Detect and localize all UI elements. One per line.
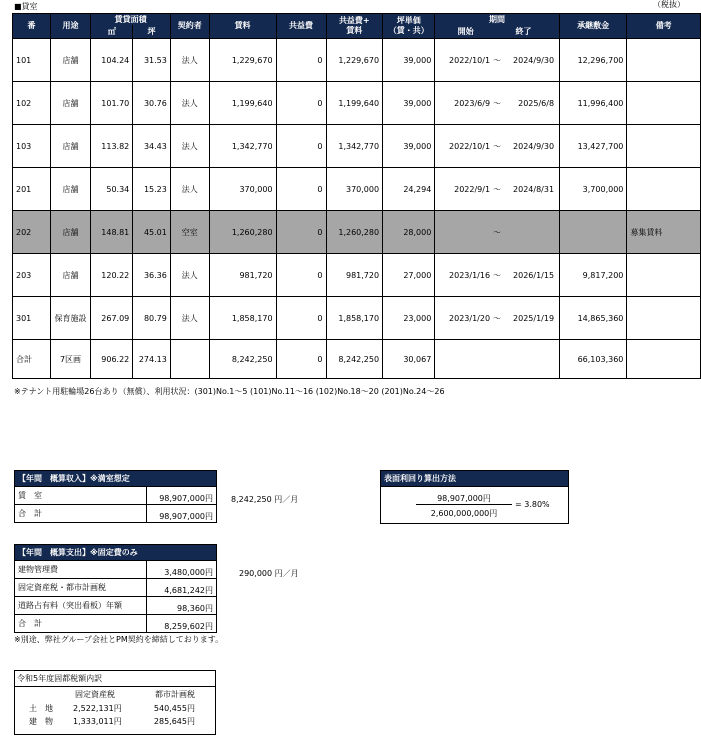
income-total-value: 98,907,000円	[147, 505, 217, 523]
cell-contractor: 法人	[170, 125, 209, 168]
expense-value: 4,681,242円	[147, 579, 217, 597]
cell-no: 201	[13, 168, 51, 211]
cell-tsubo-unit: 23,000	[383, 297, 435, 340]
cell-tsubo: 30.76	[133, 82, 171, 125]
cell-sqm: 148.81	[91, 211, 133, 254]
cell-period	[435, 254, 559, 297]
expense-total-value: 8,259,602円	[147, 615, 217, 633]
total-rent: 8,242,250	[209, 340, 276, 379]
total-use: 7区画	[50, 340, 91, 379]
cell-deposit: 9,817,200	[559, 254, 627, 297]
expense-label: 道路占有料（突出看板）年額	[15, 597, 147, 615]
table-row	[13, 254, 701, 297]
cell-tsubo-unit: 39,000	[383, 82, 435, 125]
cell-contractor: 法人	[170, 39, 209, 82]
header-area: 賃貸面積	[91, 14, 170, 26]
cell-rent: 1,199,640	[209, 82, 276, 125]
table-row	[13, 297, 701, 340]
cell-no: 103	[13, 125, 51, 168]
period-end: 2025/1/19	[513, 313, 555, 323]
cell-tsubo-unit: 39,000	[383, 125, 435, 168]
yield-result: = 3.80%	[515, 500, 550, 509]
total-period	[435, 340, 559, 379]
cell-period	[435, 39, 559, 82]
cell-no: 301	[13, 297, 51, 340]
cell-sqm: 104.24	[91, 39, 133, 82]
tax-row-fixed: 2,522,131円	[73, 704, 122, 713]
expense-value: 98,360円	[147, 597, 217, 615]
cell-deposit: 12,296,700	[559, 39, 627, 82]
cell-period	[435, 168, 559, 211]
cell-contractor: 空室	[170, 211, 209, 254]
cell-no: 101	[13, 39, 51, 82]
cell-common-rent: 370,000	[326, 168, 383, 211]
rent-roll-table	[12, 13, 701, 379]
header-remarks: 備考	[627, 14, 701, 39]
cell-period	[435, 82, 559, 125]
tax-row-label: 建 物	[29, 717, 53, 726]
period-start: 2022/10/1	[449, 141, 491, 151]
cell-remarks	[627, 254, 701, 297]
cell-common: 0	[276, 168, 326, 211]
header-end: 終了	[515, 26, 532, 36]
tax-breakdown-box	[14, 670, 216, 735]
cell-rent: 370,000	[209, 168, 276, 211]
income-monthly: 8,242,250 円／月	[231, 495, 299, 504]
expense-label: 建物管理費	[15, 561, 147, 579]
cell-period	[435, 297, 559, 340]
cell-remarks	[627, 125, 701, 168]
cell-remarks	[627, 39, 701, 82]
tax-row-city: 285,645円	[153, 717, 195, 726]
cell-no: 202	[13, 211, 51, 254]
cell-rent: 1,342,770	[209, 125, 276, 168]
cell-tsubo: 36.36	[133, 254, 171, 297]
total-common-rent: 8,242,250	[326, 340, 383, 379]
period-tilde: ～	[493, 141, 502, 151]
cell-sqm: 101.70	[91, 82, 133, 125]
tax-col-city: 都市計画税	[155, 690, 195, 699]
expense-label: 固定資産税・都市計画税	[15, 579, 147, 597]
period-end: 2024/9/30	[513, 55, 555, 65]
expense-total-label: 合 計	[15, 615, 147, 633]
tax-col-fixed: 固定資産税	[75, 690, 115, 699]
table-row	[13, 211, 701, 254]
total-row	[13, 340, 701, 379]
cell-use: 店舗	[50, 125, 91, 168]
cell-common-rent: 1,229,670	[326, 39, 383, 82]
parking-note: ※テナント用駐輪場26台あり（無償）、利用状況：(301)No.1～5 (101)No.11～16 (102)No.18～20 (201)No.24～26	[14, 387, 445, 396]
tax-row-city: 540,455円	[153, 704, 195, 713]
header-deposit: 承継敷金	[559, 14, 627, 39]
header-sqm: ㎡	[91, 25, 133, 39]
income-table	[14, 486, 217, 523]
cell-deposit: 13,427,700	[559, 125, 627, 168]
cell-rent: 1,229,670	[209, 39, 276, 82]
table-row	[13, 39, 701, 82]
expense-note: ※別途、弊社グループ会社とPM契約を締結しております。	[14, 635, 224, 644]
yield-numerator: 98,907,000円	[416, 494, 512, 505]
header-common: 共益費	[276, 14, 326, 39]
income-total-label: 合 計	[15, 505, 147, 523]
table-row	[13, 82, 701, 125]
header-period: 期間	[435, 14, 559, 26]
header-contractor: 契約者	[170, 14, 209, 39]
cell-common: 0	[276, 39, 326, 82]
cell-remarks	[627, 297, 701, 340]
cell-sqm: 113.82	[91, 125, 133, 168]
cell-tsubo: 15.23	[133, 168, 171, 211]
cell-use: 店舗	[50, 254, 91, 297]
cell-contractor: 法人	[170, 297, 209, 340]
total-contractor	[170, 340, 209, 379]
cell-remarks: 募集賃料	[627, 211, 701, 254]
period-tilde: ～	[493, 227, 502, 237]
cell-common-rent: 1,260,280	[326, 211, 383, 254]
period-end: 2025/6/8	[518, 98, 555, 108]
period-end: 2026/1/15	[513, 270, 555, 280]
cell-contractor: 法人	[170, 168, 209, 211]
period-tilde: ～	[493, 55, 502, 65]
cell-common: 0	[276, 254, 326, 297]
cell-deposit	[559, 211, 627, 254]
yield-header: 表面利回り算出方法	[380, 470, 569, 487]
cell-common-rent: 1,342,770	[326, 125, 383, 168]
total-sqm: 906.22	[91, 340, 133, 379]
cell-rent: 981,720	[209, 254, 276, 297]
tax-row-fixed: 1,333,011円	[73, 717, 122, 726]
period-start: 2023/6/9	[454, 98, 491, 108]
expense-header: 【年間 概算支出】※固定費のみ	[14, 544, 217, 561]
header-rent: 賃料	[209, 14, 276, 39]
cell-tsubo: 45.01	[133, 211, 171, 254]
tax-note: （税抜）	[653, 0, 685, 9]
header-no: 番	[13, 14, 51, 39]
header-start: 開始	[457, 26, 474, 36]
period-start: 2023/1/20	[449, 313, 491, 323]
cell-period	[435, 125, 559, 168]
expense-monthly: 290,000 円／月	[239, 569, 299, 578]
income-label: 賃 室	[15, 487, 147, 505]
cell-sqm: 120.22	[91, 254, 133, 297]
expense-value: 3,480,000円	[147, 561, 217, 579]
cell-deposit: 11,996,400	[559, 82, 627, 125]
cell-period	[435, 211, 559, 254]
tax-row-label: 土 地	[29, 704, 53, 713]
cell-sqm: 267.09	[91, 297, 133, 340]
period-tilde: ～	[493, 313, 502, 323]
total-tsubo-unit: 30,067	[383, 340, 435, 379]
total-label: 合計	[13, 340, 51, 379]
header-tsubo: 坪	[133, 25, 171, 39]
tax-title: 令和5年度固都税額内訳	[17, 674, 103, 683]
cell-use: 店舗	[50, 39, 91, 82]
cell-tsubo-unit: 39,000	[383, 39, 435, 82]
cell-rent: 1,858,170	[209, 297, 276, 340]
table-row	[13, 125, 701, 168]
cell-tsubo: 34.43	[133, 125, 171, 168]
total-tsubo: 274.13	[133, 340, 171, 379]
period-end: 2024/8/31	[513, 184, 555, 194]
period-tilde: ～	[493, 184, 502, 194]
period-start: 2022/9/1	[454, 184, 491, 194]
cell-common-rent: 981,720	[326, 254, 383, 297]
table-row	[13, 168, 701, 211]
cell-rent: 1,260,280	[209, 211, 276, 254]
yield-denominator: 2,600,000,000円	[430, 509, 498, 518]
header-common-rent: 共益費+ 賃料	[326, 14, 383, 39]
cell-tsubo-unit: 24,294	[383, 168, 435, 211]
cell-common: 0	[276, 297, 326, 340]
cell-tsubo-unit: 27,000	[383, 254, 435, 297]
income-value: 98,907,000円	[147, 487, 217, 505]
section-title: ■貸室	[14, 2, 38, 11]
cell-deposit: 14,865,360	[559, 297, 627, 340]
cell-common-rent: 1,199,640	[326, 82, 383, 125]
cell-use: 店舗	[50, 168, 91, 211]
cell-tsubo: 80.79	[133, 297, 171, 340]
period-start: 2022/10/1	[449, 55, 491, 65]
header-use: 用途	[50, 14, 91, 39]
total-common: 0	[276, 340, 326, 379]
cell-no: 102	[13, 82, 51, 125]
divider	[15, 686, 215, 687]
cell-contractor: 法人	[170, 82, 209, 125]
cell-use: 保育施設	[50, 297, 91, 340]
cell-common-rent: 1,858,170	[326, 297, 383, 340]
total-deposit: 66,103,360	[559, 340, 627, 379]
cell-sqm: 50.34	[91, 168, 133, 211]
cell-common: 0	[276, 211, 326, 254]
cell-deposit: 3,700,000	[559, 168, 627, 211]
cell-common: 0	[276, 82, 326, 125]
cell-tsubo: 31.53	[133, 39, 171, 82]
total-remarks	[627, 340, 701, 379]
cell-contractor: 法人	[170, 254, 209, 297]
cell-use: 店舗	[50, 82, 91, 125]
cell-remarks	[627, 82, 701, 125]
period-tilde: ～	[493, 270, 502, 280]
yield-box	[380, 486, 569, 524]
cell-tsubo-unit: 28,000	[383, 211, 435, 254]
period-end: 2024/9/30	[513, 141, 555, 151]
cell-common: 0	[276, 125, 326, 168]
period-tilde: ～	[493, 98, 502, 108]
expense-table	[14, 560, 217, 633]
header-tsubo-unit: 坪単価 （賃・共）	[383, 14, 435, 39]
cell-use: 店舗	[50, 211, 91, 254]
cell-no: 203	[13, 254, 51, 297]
income-header: 【年間 概算収入】※満室想定	[14, 470, 217, 487]
cell-remarks	[627, 168, 701, 211]
period-start: 2023/1/16	[449, 270, 491, 280]
header-period-sub	[435, 25, 559, 39]
